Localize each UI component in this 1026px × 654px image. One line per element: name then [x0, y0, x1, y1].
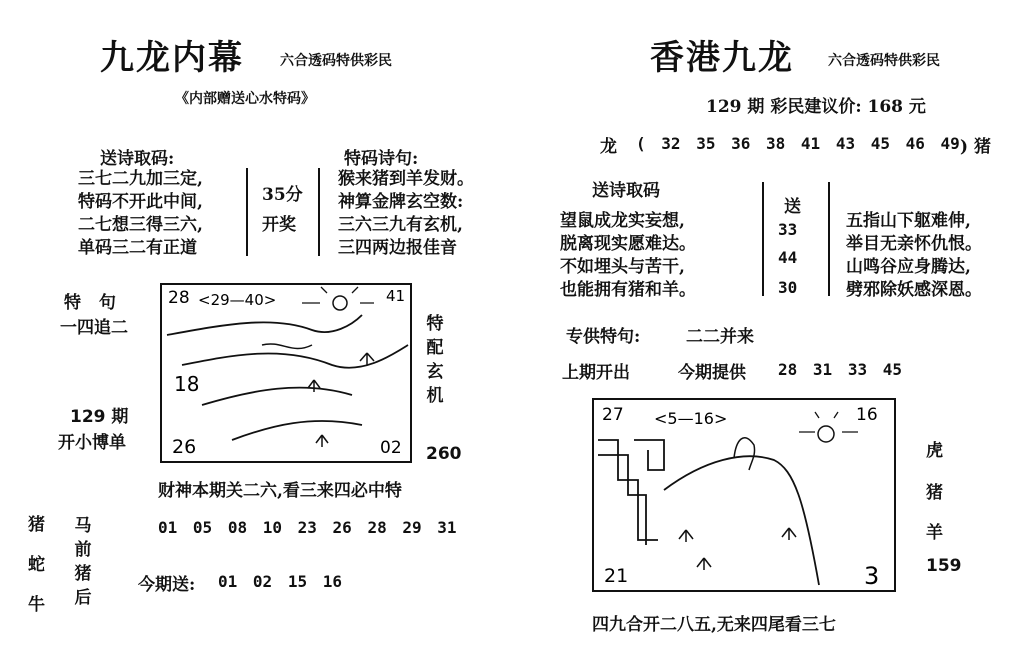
number-cell: 41 — [800, 134, 821, 153]
sketch-range: <5—16> — [654, 409, 728, 428]
left-sketch-drawing — [162, 285, 410, 461]
send-number: 33 — [778, 220, 798, 239]
divider — [762, 182, 764, 296]
number-cell: 32 — [661, 134, 681, 153]
send-label: 送 — [784, 197, 801, 217]
number-cell: 05 — [192, 518, 213, 537]
today-label: 今期送: — [138, 575, 196, 595]
number-cell: 23 — [297, 518, 317, 537]
number-cell: 02 — [252, 572, 273, 591]
poem-line: 二七想三得三六, — [78, 215, 203, 235]
right-title: 香港九龙 — [650, 38, 794, 78]
numbers-row — [158, 518, 457, 537]
right-special-phrase-label: 专供特句: — [566, 327, 641, 347]
number-cell: 45 — [882, 360, 902, 379]
right-right-poem — [846, 210, 982, 302]
number-cell: 49 — [940, 134, 960, 153]
poem-line: 脱离现实愿难达。 — [560, 234, 696, 254]
poem-line: 也能拥有猪和羊。 — [560, 280, 696, 300]
animal-right: 虎 — [926, 441, 943, 461]
left-title: 九龙内幕 — [100, 38, 244, 78]
number-cell: 29 — [402, 518, 422, 537]
animal-left: 蛇 — [28, 555, 45, 575]
poem-line: 神算金牌玄空数: — [338, 192, 464, 212]
poem-line: 三六三九有玄机, — [338, 215, 463, 235]
sketch-tr-number: 41 — [386, 287, 406, 305]
number-cell: 28 — [367, 518, 387, 537]
sketch-br-number: 02 — [380, 438, 402, 458]
number-cell: 46 — [905, 134, 925, 153]
sketch-br-number: 3 — [864, 562, 880, 590]
left-poem-code-heading: 送诗取码: — [100, 149, 175, 169]
sketch-tr-number: 16 — [856, 405, 878, 425]
poem-line: 猴来猪到羊发财。 — [338, 169, 474, 189]
left-poem-code-lines — [78, 168, 203, 260]
number-cell: 28 — [778, 360, 798, 379]
number-cell: 35 — [696, 134, 716, 153]
last-open-label: 上期开出 — [562, 363, 630, 383]
number-cell: 26 — [332, 518, 352, 537]
right-vertical-text: 特配玄机 — [426, 314, 444, 406]
right-left-poem — [560, 210, 696, 302]
poem-line: 五指山下躯难伸, — [846, 211, 971, 231]
this-period-numbers — [778, 360, 902, 379]
number-cell: 08 — [227, 518, 248, 537]
animal-left: 牛 — [28, 595, 45, 615]
right-sketch-frame — [592, 398, 896, 592]
pig-label: ) 猪 — [960, 137, 991, 157]
number-cell: 01 — [218, 572, 238, 591]
left-subtitle: 六合透码特供彩民 — [280, 53, 392, 69]
horse-front: 马前 — [74, 516, 92, 560]
special-poem-heading: 特码诗句: — [344, 149, 419, 169]
number-cell: 45 — [870, 134, 890, 153]
poem-line: 望鼠成龙实妄想, — [560, 211, 685, 231]
period-info: 129 期 彩民建议价: 168 元 — [706, 97, 926, 117]
right-poem-code-heading: 送诗取码 — [592, 181, 660, 201]
divider — [246, 168, 248, 256]
left-gift-note: 《内部赠送心水特码》 — [175, 91, 315, 107]
sketch-tl-number: 28 — [168, 288, 190, 308]
number-159: 159 — [926, 556, 962, 576]
open-small: 开小博单 — [58, 433, 126, 453]
sketch-range: <29—40> — [198, 291, 277, 309]
send-number: 44 — [778, 248, 798, 267]
this-period-label: 今期提供 — [678, 363, 746, 383]
number-cell: 10 — [262, 518, 282, 537]
poem-line: 劈邪除妖感深恩。 — [846, 280, 982, 300]
left-sketch-frame — [160, 283, 412, 463]
poem-line: 三四两边报佳音 — [338, 238, 457, 258]
sketch-bl-number: 26 — [172, 436, 197, 458]
number-260: 260 — [426, 444, 462, 464]
special-phrase: 一四追二 — [60, 318, 128, 338]
special-phrase-label: 特 句 — [64, 293, 122, 313]
poem-line: 不如埋头与苦干, — [560, 257, 685, 277]
poem-line: 三七二九加三定, — [78, 169, 203, 189]
right-sketch-drawing — [594, 400, 894, 590]
sketch-ml-number: 18 — [174, 372, 200, 396]
center-box-top: 35分 — [262, 185, 303, 205]
animal-right: 猪 — [926, 483, 943, 503]
poem-line: 特码不开此中间, — [78, 192, 203, 212]
bottom-phrase: 四九合开二八五,无来四尾看三七 — [592, 615, 836, 635]
paren-open: ( — [636, 134, 646, 153]
pig-label-text: 猪 — [973, 137, 991, 157]
sketch-tl-number: 27 — [602, 405, 624, 425]
send-number: 30 — [778, 278, 798, 297]
number-cell: 38 — [766, 134, 786, 153]
poem-line: 举目无亲怀仇恨。 — [846, 234, 982, 254]
divider — [828, 182, 830, 296]
right-special-phrase: 二二并来 — [686, 327, 754, 347]
poem-line: 单码三二有正道 — [78, 238, 197, 258]
number-cell: 43 — [835, 134, 856, 153]
number-cell: 15 — [287, 572, 308, 591]
center-box-bottom: 开奖 — [262, 215, 296, 235]
divider — [318, 168, 320, 256]
right-subtitle: 六合透码特供彩民 — [828, 53, 940, 69]
number-cell: 36 — [731, 134, 751, 153]
pig-back: 猪后 — [74, 564, 92, 608]
number-cell: 31 — [437, 518, 457, 537]
god-of-wealth: 财神本期关二六,看三来四必中特 — [158, 481, 402, 501]
sketch-bl-number: 21 — [604, 565, 629, 587]
animal-left: 猪 — [28, 515, 45, 535]
today-numbers — [218, 572, 342, 591]
period-label: 129 期 — [70, 407, 129, 427]
dragon-label: 龙 — [600, 137, 617, 157]
special-poem-lines — [338, 168, 474, 260]
animal-right: 羊 — [926, 523, 943, 543]
number-cell: 16 — [322, 572, 342, 591]
dragon-numbers — [636, 134, 960, 153]
number-cell: 33 — [847, 360, 868, 379]
number-cell: 31 — [812, 360, 833, 379]
poem-line: 山鸣谷应身腾达, — [846, 257, 971, 277]
number-cell: 01 — [158, 518, 178, 537]
